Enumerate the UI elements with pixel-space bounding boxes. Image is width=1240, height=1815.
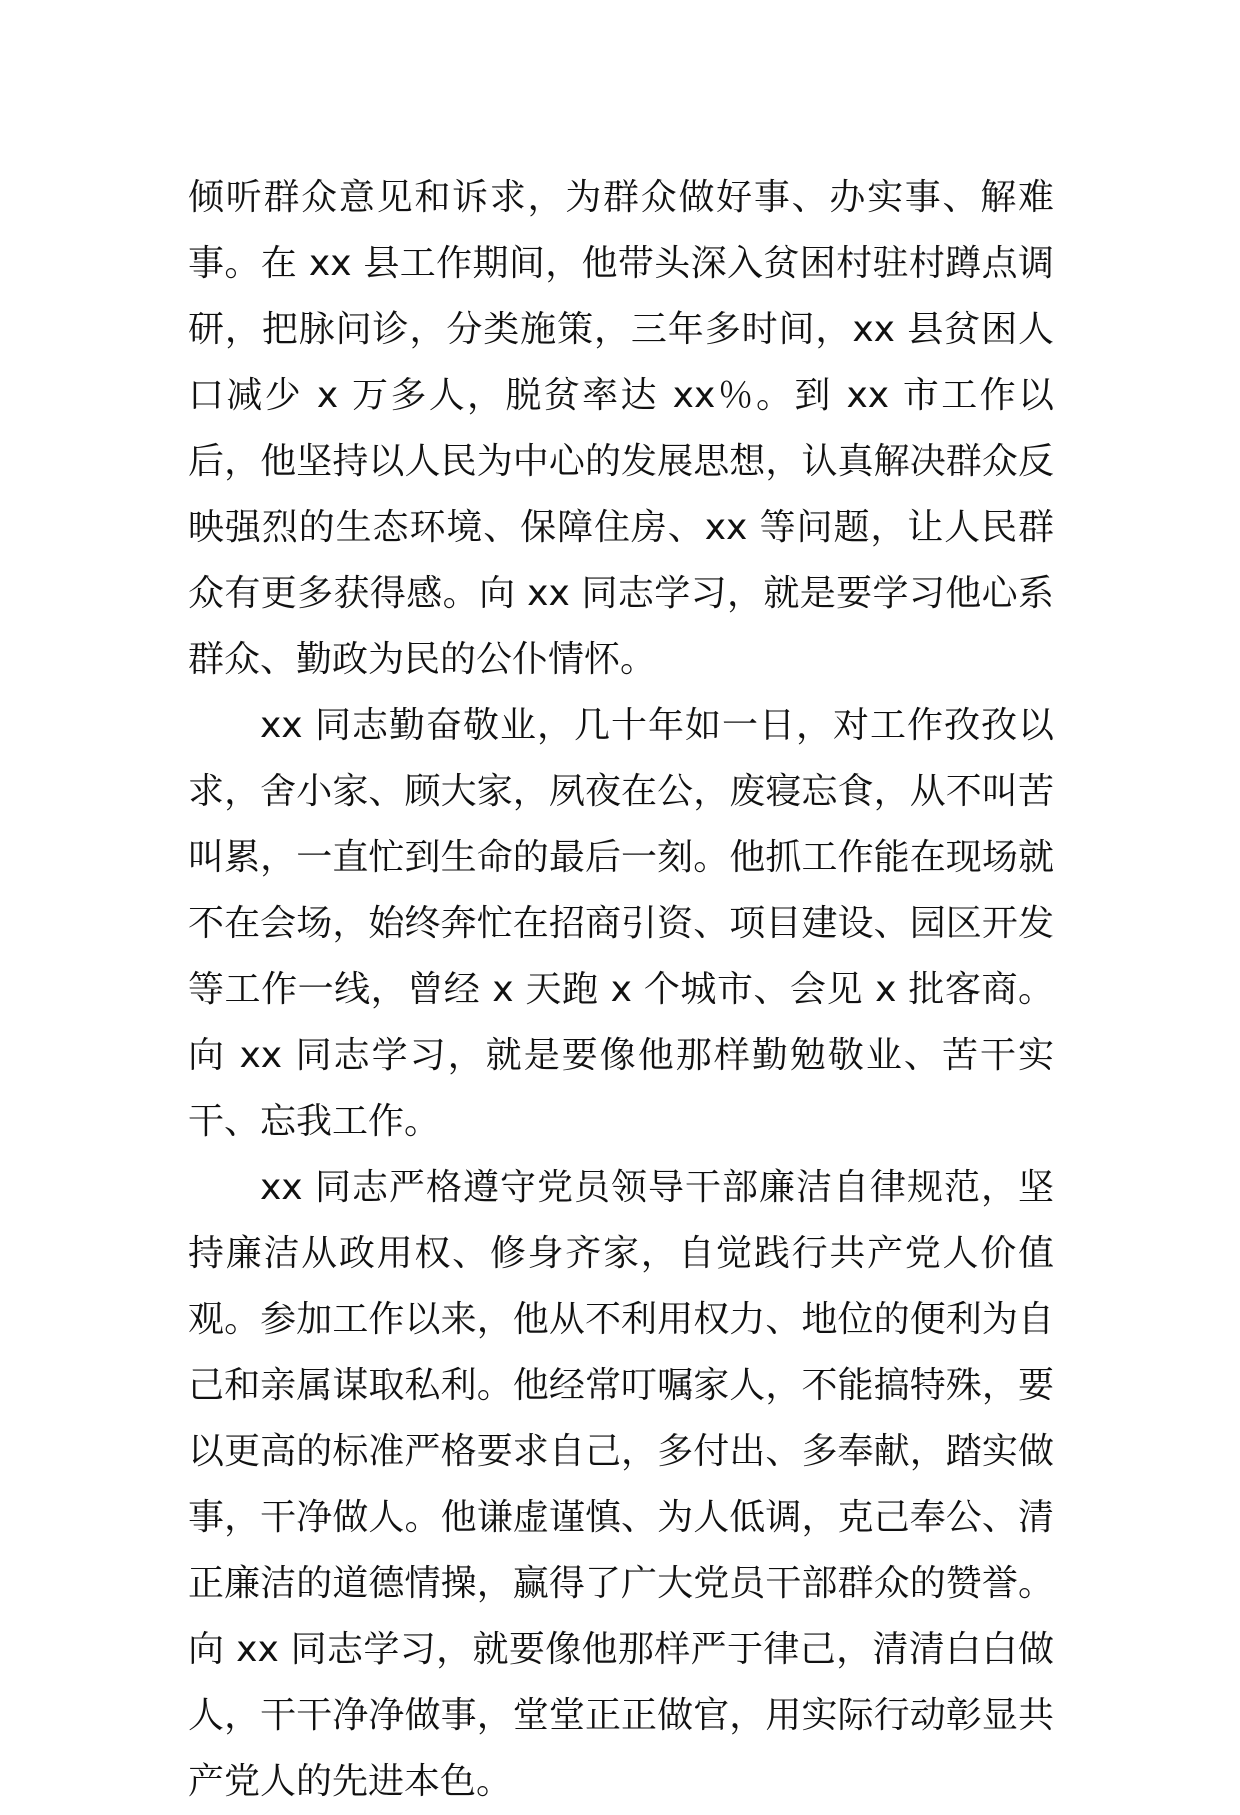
paragraph-3: xx 同志严格遵守党员领导干部廉洁自律规范，坚持廉洁从政用权、修身齐家，自觉践行共产党人价值观。参加工作以来，他从不利用权力、地位的便利为自己和亲属谋取私利。他经常叮嘱家人，不能搞特殊，要以更高的标准严格要求自己，多付出、多奉献，踏实做事，干净做人。他谦虚谨慎、为人低调，克己奉公、清正廉洁的道德情操，赢得了广大党员干部群众的赞誉。向 xx 同志学习，就要像他那样严于律己，清清白白做人，干干净净做事，堂堂正正做官，用实际行动彰显共产党人的先进本色。	[188, 1167, 1054, 1802]
paragraph-2: xx 同志勤奋敬业，几十年如一日，对工作孜孜以求，舍小家、顾大家，夙夜在公，废寝忘食，从不叫苦叫累，一直忙到生命的最后一刻。他抓工作能在现场就不在会场，始终奔忙在招商引资、项目建设、园区开发等工作一线，曾经 x 天跑 x 个城市、会见 x 批客商。向 xx 同志学习，就是要像他那样勤勉敬业、苦干实干、忘我工作。	[188, 705, 1054, 1142]
document-body	[188, 165, 1054, 1815]
paragraph-1: 倾听群众意见和诉求，为群众做好事、办实事、解难事。在 xx 县工作期间，他带头深入贫困村驻村蹲点调研，把脉问诊，分类施策，三年多时间，xx 县贫困人口减少 x 万多人，脱贫率达 xx％。到 xx 市工作以后，他坚持以人民为中心的发展思想，认真解决群众反映强烈的生态环境、保障住房、xx 等问题，让人民群众有更多获得感。向 xx 同志学习，就是要学习他心系群众、勤政为民的公仆情怀。	[188, 177, 1054, 680]
